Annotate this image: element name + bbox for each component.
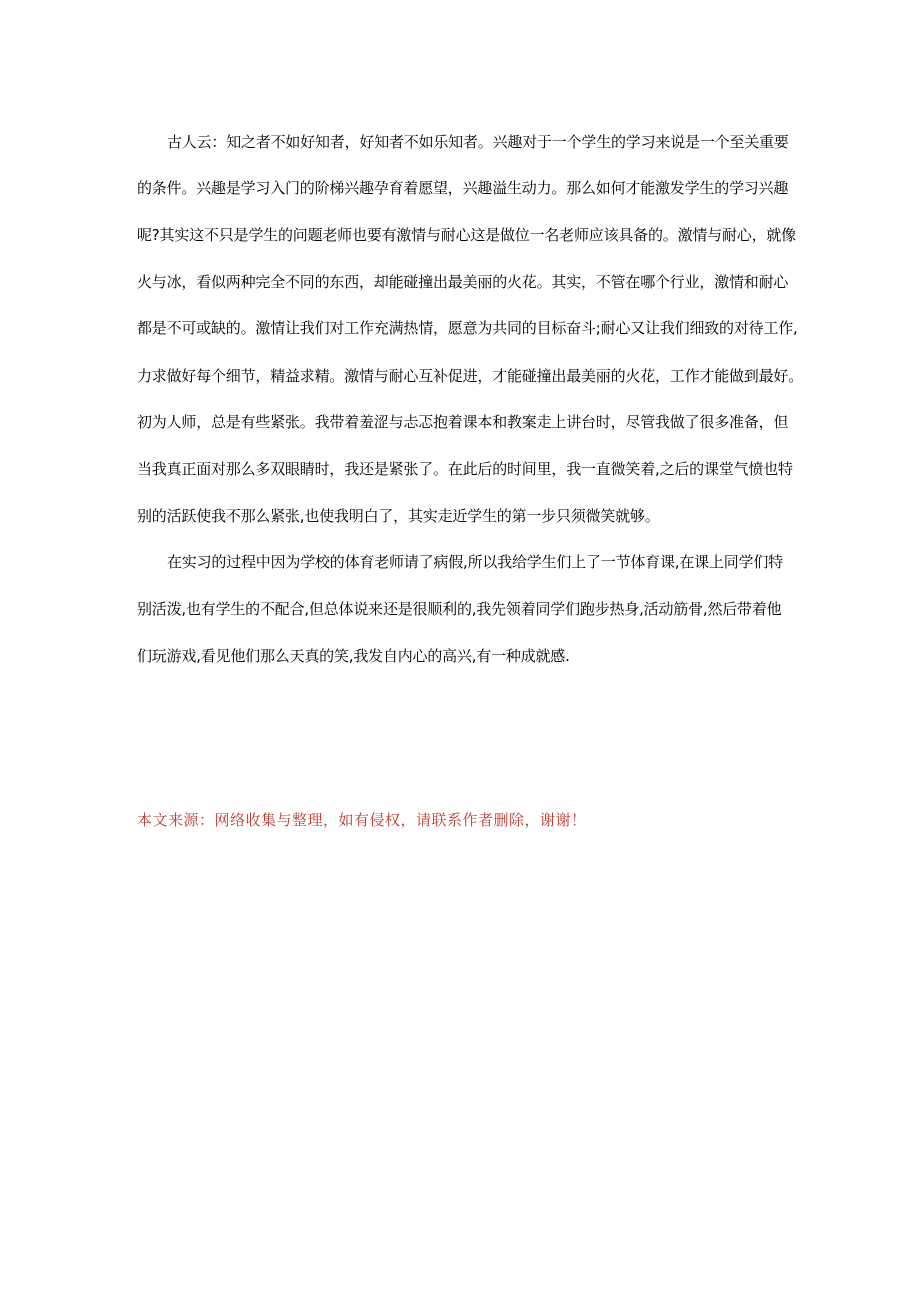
paragraph-1-line-5: 都是不可或缺的。激情让我们对工作充满热情，愿意为共同的目标奋斗;耐心又让我们细致的对待工作,	[137, 319, 798, 337]
source-note: 本文来源：网络收集与整理，如有侵权，请联系作者删除，谢谢！	[137, 811, 587, 829]
paragraph-2-line-3: 们玩游戏,看见他们那么天真的笑,我发自内心的高兴,有一种成就感.	[137, 647, 570, 665]
paragraph-2-line-2: 别活泼,也有学生的不配合,但总体说来还是很顺利的,我先领着同学们跑步热身,活动筋骨,然后带着他	[137, 600, 782, 618]
paragraph-1-line-7: 初为人师，总是有些紧张。我带着羞涩与忐忑抱着课本和教案走上讲台时，尽管我做了很多准备，但	[137, 413, 789, 431]
paragraph-2-line-1: 在实习的过程中因为学校的体育老师请了病假,所以我给学生们上了一节体育课,在课上同学们特	[167, 553, 783, 571]
paragraph-1-line-3: 呢?其实这不只是学生的问题老师也要有激情与耐心这是做位一名老师应该具备的。激情与耐心，就像	[137, 226, 796, 244]
paragraph-1-line-2: 的条件。兴趣是学习入门的阶梯兴趣孕育着愿望，兴趣溢生动力。那么如何才能激发学生的学习兴趣	[137, 179, 789, 197]
paragraph-1-line-6: 力求做好每个细节，精益求精。激情与耐心互补促进，才能碰撞出最美丽的火花，工作才能做到最好。	[137, 367, 804, 385]
paragraph-1-line-4: 火与冰，看似两种完全不同的东西，却能碰撞出最美丽的火花。其实，不管在哪个行业，激情和耐心	[137, 273, 789, 291]
paragraph-1-line-9: 别的活跃使我不那么紧张,也使我明白了，其实走近学生的第一步只须微笑就够。	[137, 507, 660, 525]
paragraph-1-line-8: 当我真正面对那么多双眼睛时，我还是紧张了。在此后的时间里，我一直微笑着,之后的课堂气愤也特	[137, 460, 793, 478]
paragraph-1-line-1: 古人云：知之者不如好知者，好知者不如乐知者。兴趣对于一个学生的学习来说是一个至关重要	[167, 133, 789, 151]
